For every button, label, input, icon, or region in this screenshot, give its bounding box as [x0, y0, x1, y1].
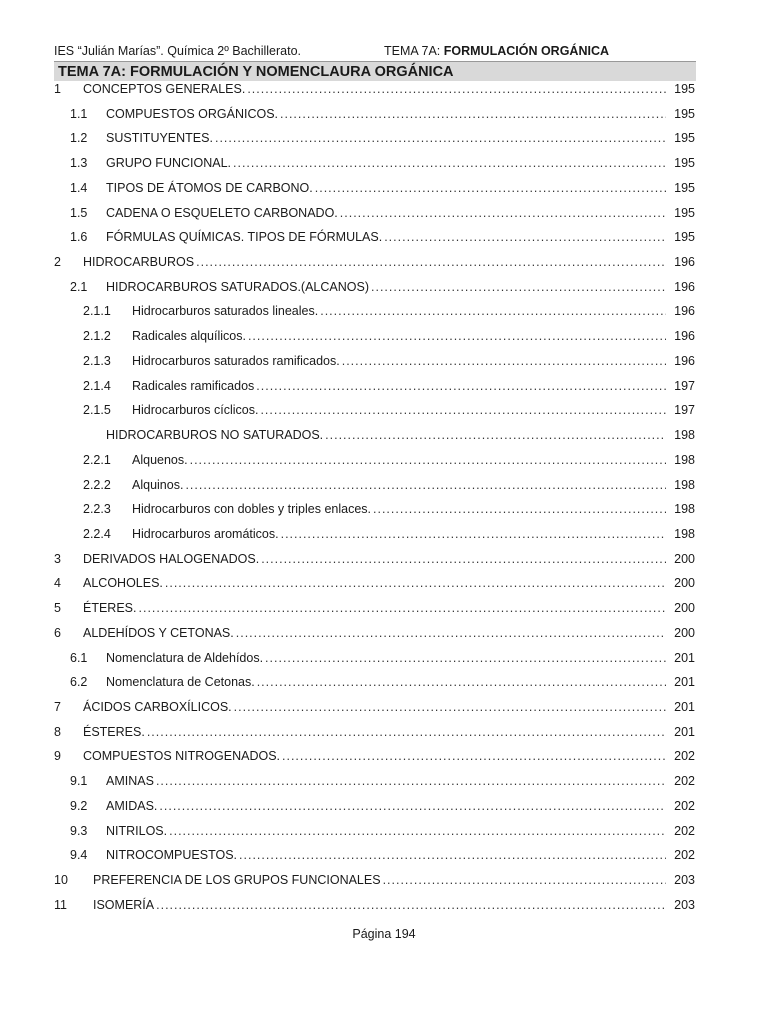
dot-leader: [190, 450, 666, 470]
toc-entry-page: 200: [674, 552, 695, 566]
toc-entry-text: ALDEHÍDOS Y CETONAS.: [83, 626, 234, 640]
toc-entry-page: 202: [674, 848, 695, 862]
toc-entry[interactable]: [0, 400, 768, 420]
toc-entry-text: HIDROCARBUROS: [83, 255, 195, 269]
toc-entry-page: 195: [674, 206, 695, 220]
dot-leader: [384, 227, 666, 247]
toc-entry-page: 203: [674, 873, 695, 887]
toc-entry-label-wrap: [132, 301, 668, 321]
toc-entry-text: PREFERENCIA DE LOS GRUPOS FUNCIONALES: [93, 873, 381, 887]
toc-entry-number: 4: [54, 576, 61, 590]
toc-entry[interactable]: [0, 524, 768, 544]
toc-entry-label-wrap: [132, 524, 668, 544]
toc-entry-label-wrap: [83, 697, 668, 717]
toc-entry[interactable]: [0, 895, 768, 915]
toc-entry-number: 9.1: [70, 774, 88, 788]
dot-leader: [196, 252, 666, 272]
toc-entry-page: 195: [674, 156, 695, 170]
toc-entry-page: 196: [674, 255, 695, 269]
toc-entry-number: 3: [54, 552, 61, 566]
document-title: TEMA 7A: FORMULACIÓN Y NOMENCLAURA ORGÁNICA: [54, 62, 696, 81]
toc-entry-number: 2.2.4: [83, 527, 111, 541]
toc-entry-number: 6: [54, 626, 61, 640]
toc-entry-label-wrap: [132, 499, 668, 519]
header-topic-prefix: TEMA 7A:: [384, 44, 444, 58]
toc-entry-page: 195: [674, 181, 695, 195]
toc-entry-text: Hidrocarburos cíclicos.: [132, 403, 259, 417]
toc-entry-label-wrap: [83, 573, 668, 593]
dot-leader: [165, 573, 666, 593]
page-number-footer: Página 194: [352, 927, 416, 941]
toc-entry-number: 1.2: [70, 131, 88, 145]
toc-entry-page: 195: [674, 107, 695, 121]
toc-entry[interactable]: [0, 475, 768, 495]
dot-leader: [236, 623, 666, 643]
toc-entry-label-wrap: [83, 598, 668, 618]
toc-entry-number: 2.1.1: [83, 304, 111, 318]
toc-entry[interactable]: [0, 326, 768, 346]
toc-entry-page: 201: [674, 675, 695, 689]
toc-entry-page: 202: [674, 824, 695, 838]
toc-entry-label-wrap: [83, 549, 668, 569]
dot-leader: [169, 821, 666, 841]
toc-entry-label-wrap: [106, 178, 668, 198]
dot-leader: [282, 746, 666, 766]
toc-entry-label-wrap: [106, 796, 668, 816]
toc-entry-label-wrap: [106, 771, 668, 791]
dot-leader: [156, 771, 666, 791]
toc-entry-page: 201: [674, 725, 695, 739]
toc-entry-text: TIPOS DE ÁTOMOS DE CARBONO.: [106, 181, 313, 195]
toc-entry-page: 202: [674, 799, 695, 813]
toc-entry-page: 203: [674, 898, 695, 912]
toc-entry-label-wrap: [106, 104, 668, 124]
toc-entry-number: 2.2.3: [83, 502, 111, 516]
toc-entry-page: 202: [674, 774, 695, 788]
toc-entry-label-wrap: [132, 326, 668, 346]
dot-leader: [147, 722, 666, 742]
dot-leader: [248, 326, 666, 346]
toc-entry-label-wrap: [132, 351, 668, 371]
dot-leader: [371, 277, 666, 297]
dot-leader: [257, 672, 666, 692]
header-topic: [384, 44, 609, 58]
toc-entry-number: 1: [54, 82, 61, 96]
toc-entry-text: ISOMERÍA: [93, 898, 155, 912]
toc-entry-number: 10: [54, 873, 68, 887]
toc-entry-number: 11: [54, 898, 67, 912]
dot-leader: [325, 425, 666, 445]
toc-entry-number: 5: [54, 601, 61, 615]
toc-entry-text: Alquenos.: [132, 453, 188, 467]
toc-entry-label-wrap: [83, 252, 668, 272]
toc-entry-label-wrap: [132, 400, 668, 420]
dot-leader: [234, 697, 666, 717]
toc-entry[interactable]: [0, 79, 768, 99]
toc-entry-text: CADENA O ESQUELETO CARBONADO.: [106, 206, 338, 220]
toc-entry-label-wrap: [106, 277, 668, 297]
toc-entry-number: 2.1.4: [83, 379, 111, 393]
toc-entry-page: 195: [674, 230, 695, 244]
toc-entry[interactable]: [0, 746, 768, 766]
dot-leader: [256, 376, 666, 396]
toc-entry-text: Hidrocarburos con dobles y triples enlaces.: [132, 502, 372, 516]
toc-entry-label-wrap: [93, 870, 668, 890]
toc-entry-label-wrap: [106, 153, 668, 173]
toc-entry-label-wrap: [83, 79, 668, 99]
dot-leader: [261, 549, 666, 569]
toc-entry-text: CONCEPTOS GENERALES.: [83, 82, 246, 96]
toc-entry[interactable]: [0, 252, 768, 272]
toc-entry-page: 198: [674, 453, 695, 467]
toc-entry-text: Nomenclatura de Cetonas.: [106, 675, 255, 689]
toc-entry-label-wrap: [132, 475, 668, 495]
toc-entry-number: 8: [54, 725, 61, 739]
toc-entry-page: 201: [674, 700, 695, 714]
toc-entry-label-wrap: [106, 821, 668, 841]
toc-entry[interactable]: [0, 697, 768, 717]
toc-entry-text: DERIVADOS HALOGENADOS.: [83, 552, 260, 566]
toc-entry-number: 2.1.5: [83, 403, 111, 417]
toc-entry[interactable]: [0, 845, 768, 865]
toc-entry-text: Hidrocarburos saturados lineales.: [132, 304, 319, 318]
toc-entry-number: 9: [54, 749, 61, 763]
toc-entry[interactable]: [0, 104, 768, 124]
toc-entry-page: 196: [674, 304, 695, 318]
dot-leader: [315, 178, 666, 198]
toc-entry-number: 1.1: [70, 107, 88, 121]
toc-entry-text: COMPUESTOS NITROGENADOS.: [83, 749, 281, 763]
toc-entry-label-wrap: [106, 203, 668, 223]
dot-leader: [159, 796, 666, 816]
toc-entry-page: 196: [674, 354, 695, 368]
toc-entry[interactable]: [0, 351, 768, 371]
toc-entry[interactable]: [0, 870, 768, 890]
toc-entry[interactable]: [0, 203, 768, 223]
toc-entry-number: 7: [54, 700, 61, 714]
header-topic-title: FORMULACIÓN ORGÁNICA: [443, 44, 610, 58]
toc-entry[interactable]: [0, 598, 768, 618]
toc-entry-text: HIDROCARBUROS SATURADOS.(ALCANOS): [106, 280, 369, 294]
dot-leader: [281, 524, 666, 544]
toc-entry-number: 2.1: [70, 280, 88, 294]
toc-entry[interactable]: [0, 376, 768, 396]
toc-entry-number: 2.1.2: [83, 329, 111, 343]
dot-leader: [215, 128, 666, 148]
toc-entry-label-wrap: [132, 376, 668, 396]
header-school-course: IES “Julián Marías”. Química 2º Bachillerato.: [54, 44, 302, 58]
toc-entry-number: 1.6: [70, 230, 88, 244]
toc-entry-label-wrap: [132, 450, 668, 470]
toc-entry-label-wrap: [83, 746, 668, 766]
toc-entry-page: 196: [674, 280, 695, 294]
toc-entry[interactable]: [0, 277, 768, 297]
toc-entry[interactable]: [0, 573, 768, 593]
dot-leader: [247, 79, 666, 99]
toc-entry-text: Hidrocarburos aromáticos.: [132, 527, 279, 541]
toc-entry-text: AMINAS: [106, 774, 154, 788]
toc-entry-number: 2.2.2: [83, 478, 111, 492]
toc-entry[interactable]: [0, 301, 768, 321]
toc-entry-text: ÉTERES.: [83, 601, 137, 615]
toc-entry-text: NITRILOS.: [106, 824, 168, 838]
toc-entry[interactable]: [0, 623, 768, 643]
toc-entry-label-wrap: [106, 648, 668, 668]
toc-entry-text: HIDROCARBUROS NO SATURADOS.: [106, 428, 324, 442]
dot-leader: [156, 895, 666, 915]
toc-entry-text: Radicales alquílicos.: [132, 329, 246, 343]
toc-entry[interactable]: [0, 128, 768, 148]
toc-entry[interactable]: [0, 796, 768, 816]
toc-entry-number: 2.1.3: [83, 354, 111, 368]
toc-entry-number: 9.3: [70, 824, 88, 838]
dot-leader: [139, 598, 667, 618]
toc-entry-page: 200: [674, 601, 695, 615]
toc-entry-label-wrap: [93, 895, 668, 915]
toc-entry-page: 198: [674, 478, 695, 492]
dot-leader: [340, 203, 666, 223]
toc-entry[interactable]: [0, 722, 768, 742]
toc-entry[interactable]: [0, 821, 768, 841]
toc-entry-number: 2: [54, 255, 61, 269]
toc-entry-text: Radicales ramificados: [132, 379, 255, 393]
toc-entry-text: Nomenclatura de Aldehídos.: [106, 651, 264, 665]
toc-entry-label-wrap: [106, 128, 668, 148]
toc-entry-text: FÓRMULAS QUÍMICAS. TIPOS DE FÓRMULAS.: [106, 230, 383, 244]
toc-entry-page: 196: [674, 329, 695, 343]
toc-entry-number: 6.2: [70, 675, 88, 689]
toc-entry-page: 198: [674, 428, 695, 442]
toc-entry-number: 1.5: [70, 206, 88, 220]
toc-entry-page: 195: [674, 131, 695, 145]
toc-entry-text: NITROCOMPUESTOS.: [106, 848, 238, 862]
dot-leader: [185, 475, 666, 495]
toc-entry-page: 197: [674, 379, 695, 393]
toc-entry-number: 2.2.1: [83, 453, 111, 467]
toc-entry[interactable]: [0, 425, 768, 445]
toc-entry-label-wrap: [106, 845, 668, 865]
dot-leader: [233, 153, 666, 173]
toc-entry-text: GRUPO FUNCIONAL.: [106, 156, 232, 170]
toc-entry-page: 197: [674, 403, 695, 417]
toc-entry-page: 198: [674, 527, 695, 541]
toc-entry[interactable]: [0, 227, 768, 247]
toc-entry-page: 200: [674, 576, 695, 590]
dot-leader: [280, 104, 666, 124]
dot-leader: [342, 351, 666, 371]
toc-entry-number: 9.4: [70, 848, 88, 862]
toc-entry-text: COMPUESTOS ORGÁNICOS.: [106, 107, 279, 121]
toc-entry-text: ALCOHOLES.: [83, 576, 163, 590]
toc-entry-number: 1.4: [70, 181, 88, 195]
toc-entry-text: Hidrocarburos saturados ramificados.: [132, 354, 340, 368]
toc-entry[interactable]: [0, 771, 768, 791]
toc-entry-page: 202: [674, 749, 695, 763]
toc-entry-text: ÁCIDOS CARBOXÍLICOS.: [83, 700, 232, 714]
toc-entry[interactable]: [0, 672, 768, 692]
toc-entry-label-wrap: [106, 425, 668, 445]
toc-entry[interactable]: [0, 178, 768, 198]
toc-entry-label-wrap: [83, 722, 668, 742]
toc-entry[interactable]: [0, 499, 768, 519]
dot-leader: [265, 648, 666, 668]
toc-entry-page: 198: [674, 502, 695, 516]
dot-leader: [239, 845, 666, 865]
dot-leader: [260, 400, 666, 420]
toc-entry[interactable]: [0, 549, 768, 569]
toc-entry-page: 201: [674, 651, 695, 665]
dot-leader: [383, 870, 666, 890]
page-header: [54, 43, 696, 62]
toc-entry-page: 200: [674, 626, 695, 640]
toc-entry-page: 195: [674, 82, 695, 96]
toc-entry[interactable]: [0, 153, 768, 173]
toc-entry-text: Alquinos.: [132, 478, 184, 492]
toc-entry-text: SUSTITUYENTES.: [106, 131, 213, 145]
toc-entry-label-wrap: [106, 227, 668, 247]
toc-entry-number: 6.1: [70, 651, 88, 665]
toc-entry-label-wrap: [106, 672, 668, 692]
toc-entry-text: AMIDAS.: [106, 799, 158, 813]
toc-entry-number: 1.3: [70, 156, 88, 170]
toc-entry[interactable]: [0, 450, 768, 470]
dot-leader: [320, 301, 666, 321]
toc-entry[interactable]: [0, 648, 768, 668]
toc-entry-text: ÉSTERES.: [83, 725, 145, 739]
toc-entry-number: 9.2: [70, 799, 88, 813]
dot-leader: [373, 499, 666, 519]
toc-entry-label-wrap: [83, 623, 668, 643]
